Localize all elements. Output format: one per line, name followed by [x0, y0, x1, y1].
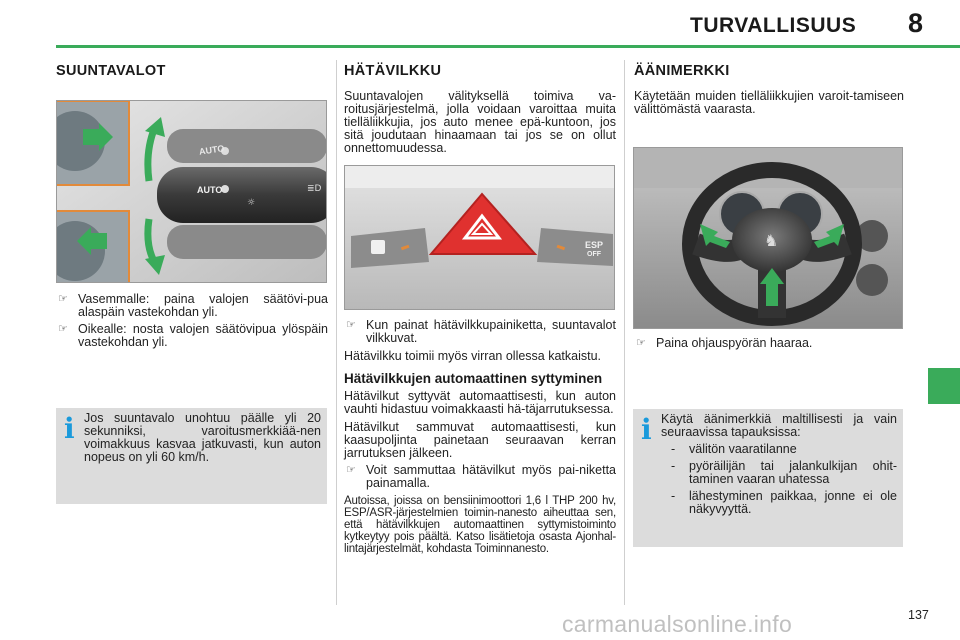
chapter-title: TURVALLISUUS — [690, 14, 857, 37]
esp-off-label: OFF — [587, 251, 601, 258]
list-item: ☞ Voit sammuttaa hätävilkut myös pai-niketta painamalla. — [346, 463, 616, 490]
steering-wheel-illustration — [634, 148, 903, 329]
list-item: ☞ Kun painat hätävilkkupainiketta, suuntavalot vilkkuvat. — [346, 318, 616, 345]
chapter-number: 8 — [908, 8, 924, 38]
column-divider — [624, 60, 625, 605]
info-icon: i — [641, 413, 652, 446]
stalk-illustration — [57, 101, 327, 283]
horn-intro: Käytetään muiden tielläliikkujien varoit-tamiseen välittömästä vaarasta. — [634, 89, 904, 116]
section-heading-hazard: HÄTÄVILKKU — [344, 63, 442, 79]
turn-signal-stalk-photo — [56, 100, 327, 283]
svg-text:≣D: ≣D — [307, 184, 322, 194]
list-item: ☞ Oikealle: nosta valojen säätövipua ylöspäin vastekohdan yli. — [58, 322, 328, 349]
info-icon: i — [64, 412, 75, 445]
turn-signal-instructions — [56, 293, 328, 349]
chapter-side-tab — [928, 368, 960, 404]
hazard-paragraph: Hätävilkku toimii myös virran ollessa katkaistu. — [344, 349, 602, 363]
hazard-instructions — [344, 319, 616, 555]
pointer-icon: ☞ — [58, 323, 68, 335]
pointer-icon: ☞ — [636, 337, 646, 349]
info-box-turn-signal: i Jos suuntavalo unohtuu päälle yli 20 sekunniksi, varoitusmerkkiää-nen voimakkuus kasvaa jatkuvasti, kun auton nopeus on yli 60 km/h. — [56, 408, 327, 504]
hazard-illustration — [345, 166, 615, 310]
hazard-paragraph: Hätävilkut syttyvät automaattisesti, kun auton vauhti hidastuu voimakkaasti hä-täjarrutuksessa. — [344, 389, 616, 416]
list-item: ☞ Paina ohjauspyörän haaraa. — [636, 336, 813, 350]
pointer-icon: ☞ — [346, 464, 356, 476]
hazard-button-photo — [344, 165, 615, 310]
list-item: ☞ Vasemmalle: paina valojen säätövi-pua alaspäin vastekohdan yli. — [58, 292, 328, 319]
column-divider — [336, 60, 337, 605]
page-number: 137 — [908, 608, 929, 622]
section-heading-turn-signals: SUUNTAVALOT — [56, 63, 166, 79]
info-box-horn — [633, 409, 903, 547]
steering-wheel-photo — [633, 147, 903, 329]
horn-info-content: Käytä äänimerkkiä maltillisesti ja vain seuraavissa tapauksissa: - välitön vaaratilanne - pyöräilijän tai jalankulkijan ohit-taminen vaaran uhatessa - lähestyminen paikkaa, jonne ei ole näkyvyyttä. — [661, 412, 897, 516]
esp-label: ESP — [585, 240, 604, 250]
list-item: - pyöräilijän tai jalankulkijan ohit-taminen vaaran uhatessa — [671, 459, 897, 486]
pointer-icon: ☞ — [58, 293, 68, 305]
hazard-paragraph: Hätävilkut sammuvat automaattisesti, kun kaasupoljinta painetaan seuraavan kerran jarrutuksen jälkeen. — [344, 420, 616, 460]
subheading-auto-hazard: Hätävilkkujen automaattinen syttyminen — [344, 371, 603, 386]
auto-label: AUTO — [198, 143, 225, 157]
watermark: carmanualsonline.info — [562, 611, 793, 637]
header-rule — [56, 45, 960, 48]
auto-label: AUTO — [197, 185, 223, 195]
hazard-intro: Suuntavalojen välityksellä toimiva va-roitusjärjestelmä, jolla voidaan varoittaa muita tielläliikkujia, jos auto menee epä-kuntoon, jos sitä joudutaan hinaamaan tai jos se on ollut onnettomuudessa. — [344, 89, 616, 155]
list-item: - välitön vaaratilanne — [671, 442, 797, 456]
hazard-note: Autoissa, joissa on bensiinimoottori 1,6 l THP 200 hv, ESP/ASR-järjestelmien toimin-nanesto aiheuttaa sen, että hätävilkkujen automaattinen syttymistoiminto kytkeytyy pois päältä. Katso lisätietoja osasta Ajonhal-lintajärjestelmät, kohdasta Toiminnanesto. — [344, 495, 616, 555]
section-heading-horn: ÄÄNIMERKKI — [634, 63, 730, 79]
svg-text:♞: ♞ — [764, 231, 779, 250]
pointer-icon: ☞ — [346, 319, 356, 331]
svg-text:☼: ☼ — [247, 198, 256, 208]
list-item: - lähestyminen paikkaa, jonne ei ole näkyvyyttä. — [671, 489, 897, 516]
